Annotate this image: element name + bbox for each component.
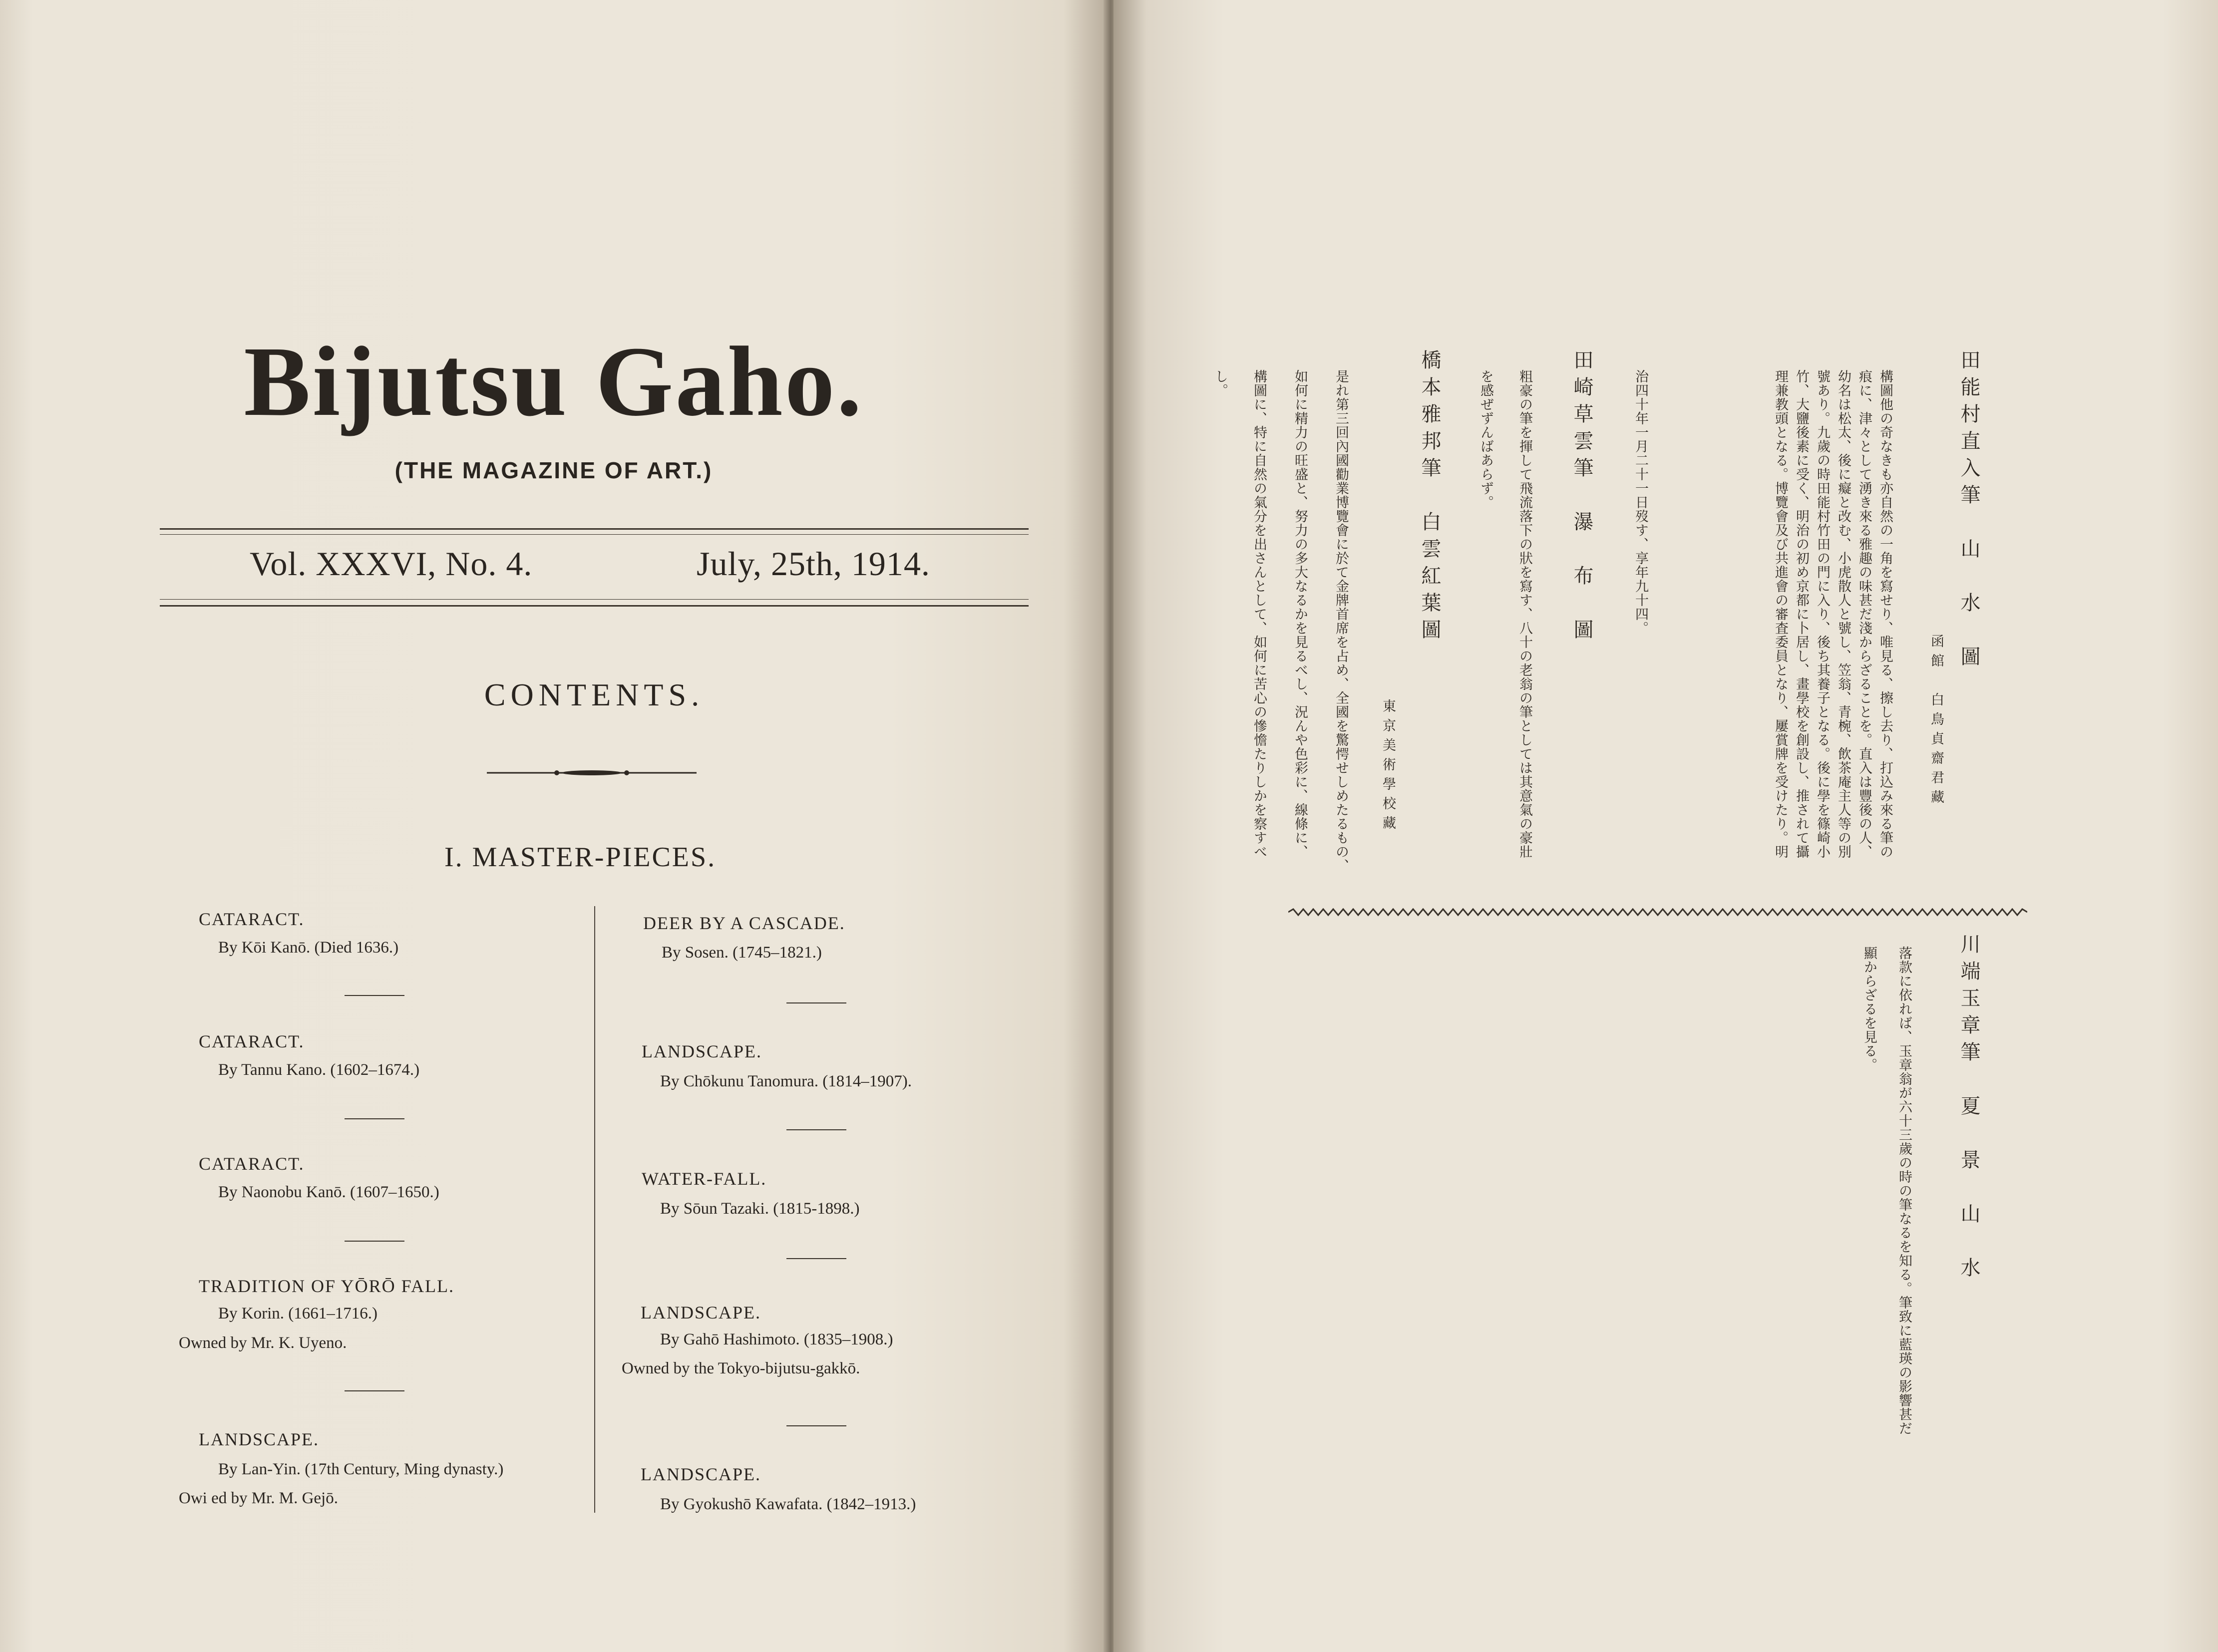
entry-text-line: 理兼教頭となる。博覽會及び共進會の審査委員となり、屢賞牌を受けたり。明 xyxy=(1773,369,1788,859)
entry-separator xyxy=(786,1425,846,1426)
issue-date: July, 25th, 1914. xyxy=(697,545,930,583)
entry-text-line: 是れ第三回內國勸業博覽會に於て金牌首席を占め、全國を驚愕せしめたるもの、 xyxy=(1333,369,1349,873)
contents-entry-title: LANDSCAPE. xyxy=(641,1464,761,1484)
contents-entry-title: LANDSCAPE. xyxy=(642,1041,762,1061)
entry-text-line: 粗豪の筆を揮して飛流落下の狀を寫す、八十の老翁の筆としては其意氣の豪壯 xyxy=(1517,369,1532,859)
entry-text-line: 構圖他の奇なきも亦自然の一角を寫せり、唯見る、擦し去り、打込み來る筆の xyxy=(1877,369,1893,859)
entry-separator xyxy=(345,1241,404,1242)
contents-entry-title: CATARACT. xyxy=(199,909,305,929)
volume-number: Vol. XXXVI, No. 4. xyxy=(250,545,533,583)
entry-heading-kawabata: 川端玉章筆 夏 景 山 水 xyxy=(1957,934,1980,1284)
contents-entry-artist: By Lan-Yin. (17th Century, Ming dynasty.) xyxy=(218,1460,504,1478)
entry-owner-tokyo-school: 東京美術學校藏 xyxy=(1380,699,1396,835)
contents-entry-artist: By Naonobu Kanō. (1607–1650.) xyxy=(218,1183,439,1201)
contents-entry-title: DEER BY A CASCADE. xyxy=(643,913,845,933)
entry-separator xyxy=(786,1129,846,1130)
entry-heading-tazaki: 田崎草雲筆 瀑 布 圖 xyxy=(1570,349,1593,646)
entry-separator xyxy=(345,1118,404,1119)
header-rule-top xyxy=(160,528,1029,530)
header-rule-bottom-thin xyxy=(160,599,1029,600)
contents-entry-title: WATER-FALL. xyxy=(642,1169,767,1189)
entry-text-line: 落款に依れば、玉章翁が六十三歲の時の筆なるを知る。筆致に藍瑛の影響甚だ xyxy=(1896,946,1912,1435)
contents-entry-artist: By Tannu Kano. (1602–1674.) xyxy=(218,1061,420,1079)
entry-text-line: を感ぜずんばあらず。 xyxy=(1478,369,1493,509)
entry-separator xyxy=(786,1002,846,1003)
left-page xyxy=(0,0,1108,1652)
entry-heading-hashimoto: 橋本雅邦筆 白雲紅葉圖 xyxy=(1418,349,1441,646)
contents-entry-title: LANDSCAPE. xyxy=(641,1303,761,1322)
entry-text-line: 號あり。九歲の時田能村竹田の門に入り、後ち其養子となる。後に學を篠崎小 xyxy=(1815,369,1830,859)
header-rule-bottom xyxy=(160,605,1029,607)
right-page xyxy=(1113,0,2218,1652)
contents-entry-owner: Owned by Mr. K. Uyeno. xyxy=(179,1334,347,1352)
contents-entry-owner: Owned by the Tokyo-bijutsu-gakkō. xyxy=(622,1359,860,1377)
entry-text-line: 幼名は松太、後に癡と改む、小虎散人と號し、笠翁、青椀、飲茶庵主人等の別 xyxy=(1836,369,1851,859)
entry-text-line: 治四十年一月二十一日歿す、享年九十四。 xyxy=(1633,369,1648,635)
contents-entry-title: LANDSCAPE. xyxy=(199,1429,320,1449)
contents-entry-title: CATARACT. xyxy=(199,1031,305,1051)
entry-text-line: 竹、大鹽後素に受く、明治の初め京都に卜居し、畫學校を創設し、推されて攝 xyxy=(1794,369,1809,859)
contents-entry-title: CATARACT. xyxy=(199,1154,305,1174)
contents-entry-artist: By Korin. (1661–1716.) xyxy=(218,1305,377,1322)
entry-text-line: 構圖に、特に自然の氣分を出さんとして、如何に苦心の慘憺たりしかを察すべ xyxy=(1251,369,1267,859)
contents-entry-artist: By Sōun Tazaki. (1815-1898.) xyxy=(660,1200,860,1218)
column-divider xyxy=(594,906,595,1513)
entry-separator xyxy=(786,1258,846,1259)
contents-entry-owner: Owi ed by Mr. M. Gejō. xyxy=(179,1489,338,1507)
entry-separator xyxy=(345,1390,404,1391)
section-heading: I. MASTER-PIECES. xyxy=(444,842,717,873)
header-rule-top-thin xyxy=(160,534,1029,535)
entry-text-line: 痕に、津々として湧き來る雅趣の味甚だ淺からざることを。直入は豐後の人、 xyxy=(1856,369,1872,859)
entry-owner-hakodate: 函館 白鳥貞齋君藏 xyxy=(1928,634,1944,809)
contents-entry-artist: By Chōkunu Tanomura. (1814–1907). xyxy=(660,1072,912,1090)
contents-entry-artist: By Gyokushō Kawafata. (1842–1913.) xyxy=(660,1495,916,1513)
wavy-divider xyxy=(1288,906,2027,918)
entry-heading-tanomura: 田能村直入筆 山 水 圖 xyxy=(1957,349,1980,673)
contents-entry-title: TRADITION OF YŌRŌ FALL. xyxy=(199,1276,454,1296)
contents-heading: CONTENTS. xyxy=(484,677,705,712)
entry-text-line: 顯からざるを見る。 xyxy=(1861,946,1877,1072)
entry-text-line: し。 xyxy=(1212,369,1228,397)
magazine-subtitle: (THE MAGAZINE OF ART.) xyxy=(394,457,713,483)
entry-text-line: 如何に精力の旺盛と、努力の多大なるかを見るべし、況んや色彩に、線條に、 xyxy=(1292,369,1308,859)
entry-separator xyxy=(345,995,404,996)
contents-entry-artist: By Kōi Kanō. (Died 1636.) xyxy=(218,939,399,957)
contents-entry-artist: By Gahō Hashimoto. (1835–1908.) xyxy=(660,1330,893,1348)
ornament-divider xyxy=(487,769,697,777)
magazine-title: Bijutsu Gaho. xyxy=(244,327,864,437)
contents-entry-artist: By Sosen. (1745–1821.) xyxy=(662,944,822,962)
